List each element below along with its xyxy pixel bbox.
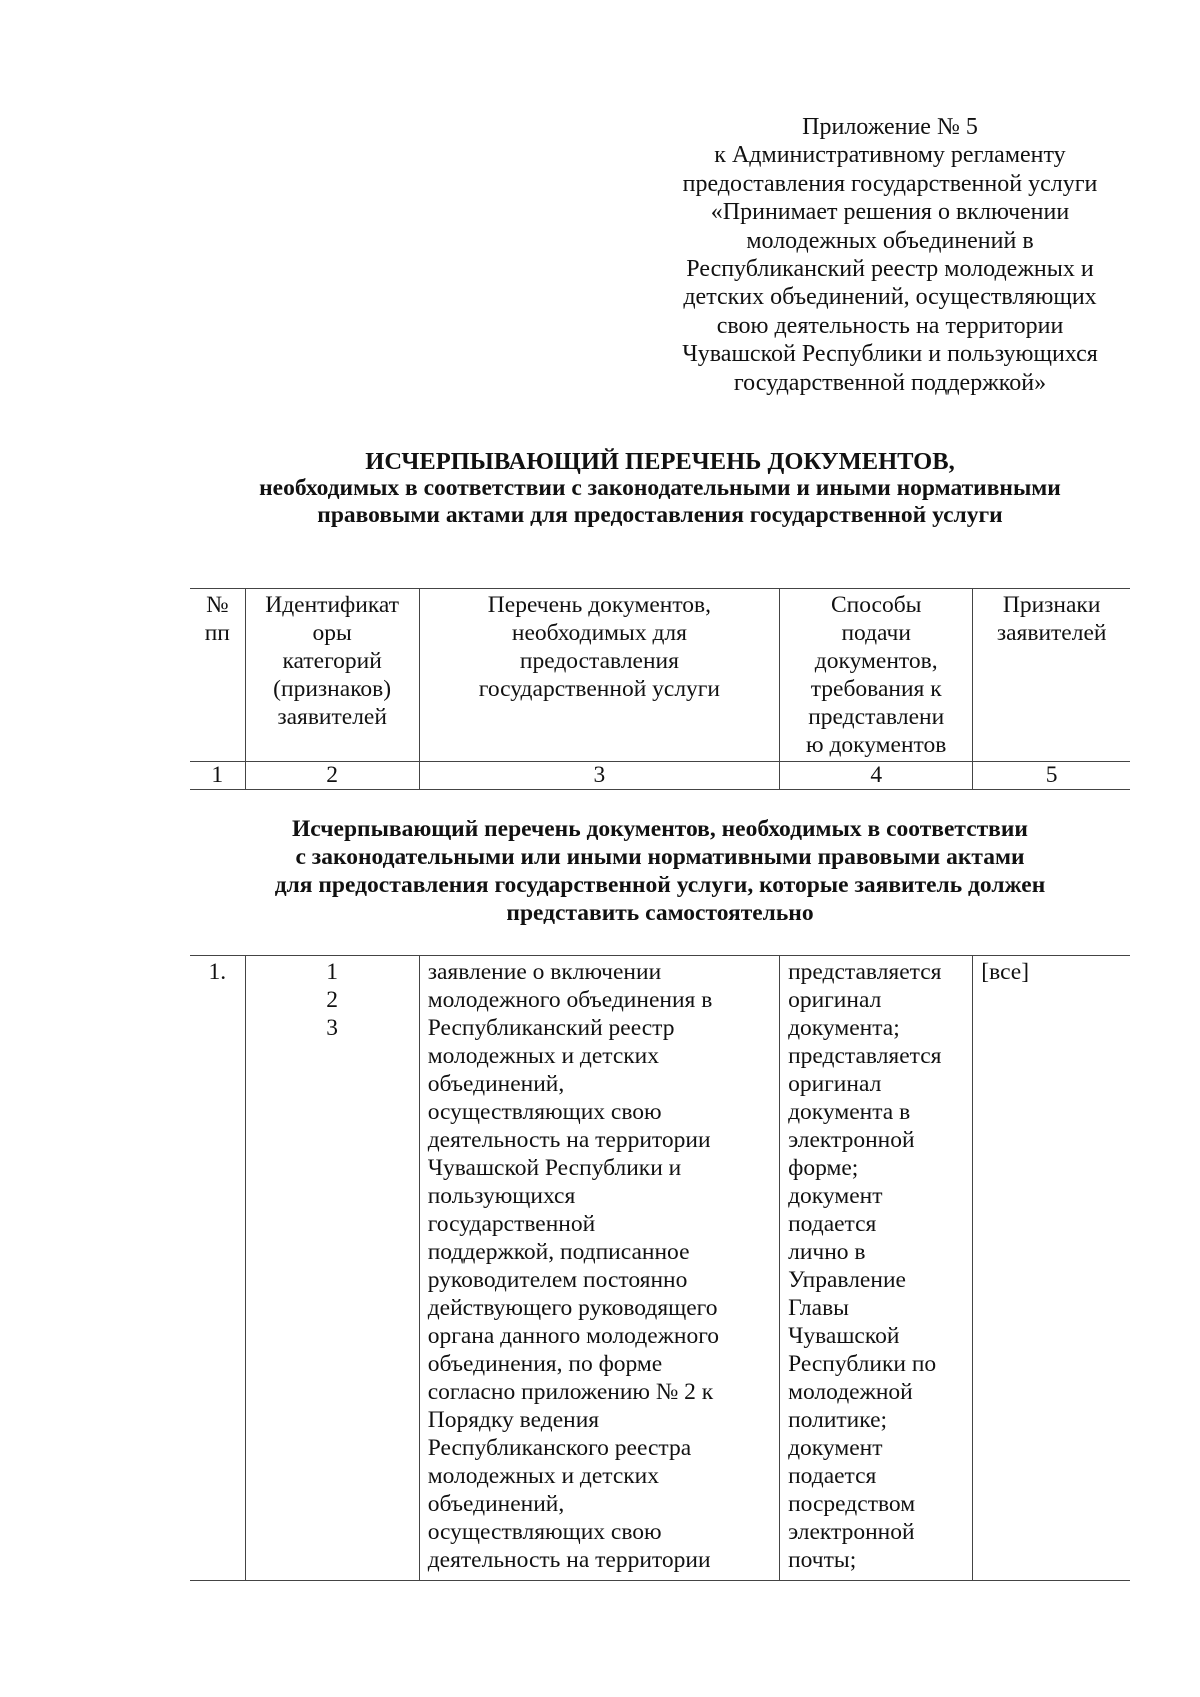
text-line: оригинал [788,1071,882,1097]
annex-line: государственной поддержкой» [733,369,1047,396]
text-line: Главы [788,1295,849,1321]
header-text: пп [204,620,230,646]
subtitle-line: представить самостоятельно [506,900,814,926]
identifier: 2 [326,987,338,1013]
annex-line: Приложение № 5 [802,114,978,140]
documents-table [190,955,1130,1581]
text-line: оригинал [788,987,882,1013]
header-text: № [206,592,229,618]
text-line: Республики по [788,1351,937,1377]
document-title [190,448,1130,529]
row-submission-methods [780,956,973,1581]
annex-line: Республиканский реестр молодежных и [686,256,1094,283]
header-row [190,589,1130,762]
header-cell-methods [780,589,973,762]
text-line: осуществляющих свою [427,1099,662,1125]
header-text: требования к [810,676,942,702]
header-cell-applicant-signs [973,589,1130,762]
annex-line: предоставления государственной услуги [682,170,1098,197]
annex-line: детских объединений, осуществляющих [683,284,1097,311]
row-identifiers [245,956,419,1581]
text-line: молодежных и детских [427,1043,660,1069]
text-line: деятельность на территории [427,1547,711,1573]
column-number: 2 [245,762,419,790]
text-line: документа в [788,1099,911,1125]
row-number: 1. [190,956,245,1581]
annex-header [655,113,1125,397]
text-line: молодежного объединения в [427,987,713,1013]
text-line: подается [788,1211,877,1237]
text-line: заявление о включении [427,959,662,985]
annex-line: свою деятельность на территории [716,312,1064,339]
text-line: органа данного молодежного [427,1323,720,1349]
annex-line: молодежных объединений в [746,227,1034,254]
column-number-row [190,762,1130,790]
text-line: Республиканского реестра [427,1435,692,1461]
header-cell-documents [419,589,779,762]
text-line: пользующихся [427,1183,576,1209]
text-line: электронной [788,1127,915,1153]
annex-line: «Принимает решения о включении [710,199,1070,226]
annex-line: к Административному регламенту [714,142,1066,169]
column-number: 4 [780,762,973,790]
header-text: документов, [814,648,938,674]
identifier: 3 [326,1015,338,1041]
text-line: представляется [788,1043,942,1069]
text-line: действующего руководящего [427,1295,718,1321]
annex-line: Чувашской Республики и пользующихся [682,341,1098,368]
text-line: руководителем постоянно [427,1267,688,1293]
subtitle-line: для предоставления государственной услуги, которые заявитель должен [274,872,1046,898]
header-cell-identifiers [245,589,419,762]
header-text: оры [312,620,352,646]
text-line: поддержкой, подписанное [427,1239,690,1265]
header-text: Способы [830,592,922,618]
row-applicant-signs: [все] [973,956,1130,1581]
header-text: (признаков) [273,676,392,702]
text-line: посредством [788,1491,916,1517]
text-line: Чувашской Республики и [427,1155,682,1181]
header-text: предоставления [519,648,679,674]
text-line: Чувашской [788,1323,900,1349]
text-line: осуществляющих свою [427,1519,662,1545]
table-row [190,956,1130,1581]
text-line: политике; [788,1407,888,1433]
text-line: объединений, [427,1071,565,1097]
text-line: согласно приложению № 2 к [427,1379,714,1405]
header-text: заявителей [277,704,387,730]
subtitle-line: Исчерпывающий перечень документов, необходимых в соответствии [292,816,1028,842]
text-line: объединений, [427,1491,565,1517]
text-line: представляется [788,959,942,985]
text-line: государственной [427,1211,596,1237]
header-text: представлени [808,704,945,730]
text-line: объединения, по форме [427,1351,663,1377]
text-line: молодежной [788,1379,913,1405]
header-text: Признаки [1002,592,1101,618]
title-line-1: ИСЧЕРПЫВАЮЩИЙ ПЕРЕЧЕНЬ ДОКУМЕНТОВ, [365,448,955,475]
text-line: Порядку ведения [427,1407,600,1433]
text-line: деятельность на территории [427,1127,711,1153]
text-line: документ [788,1183,883,1209]
title-line-3: правовыми актами для предоставления государственной услуги [317,502,1003,528]
header-text: заявителей [996,620,1107,646]
header-text: государственной услуги [478,676,721,702]
text-line: форме; [788,1155,859,1181]
header-text: подачи [841,620,911,646]
text-line: Республиканский реестр [427,1015,675,1041]
header-text: Перечень документов, [487,592,712,618]
header-cell-number [190,589,245,762]
identifier: 1 [326,959,338,985]
column-number: 5 [973,762,1130,790]
header-text: Идентификат [265,592,399,618]
text-line: почты; [788,1547,857,1573]
row-document-description [419,956,779,1581]
header-text: ю документов [806,732,947,758]
text-line: лично в [788,1239,866,1265]
text-line: молодежных и детских [427,1463,660,1489]
text-line: Управление [788,1267,906,1293]
column-number: 1 [190,762,245,790]
section-subtitle [190,815,1130,927]
column-number: 3 [419,762,779,790]
header-text: необходимых для [511,620,687,646]
subtitle-line: с законодательными или иными нормативными правовыми актами [295,844,1025,870]
header-table [190,588,1130,790]
text-line: электронной [788,1519,915,1545]
text-line: документа; [788,1015,900,1041]
text-line: подается [788,1463,877,1489]
title-line-2: необходимых в соответствии с законодательными и иными нормативными [259,475,1061,501]
text-line: документ [788,1435,883,1461]
header-text: категорий [282,648,382,674]
